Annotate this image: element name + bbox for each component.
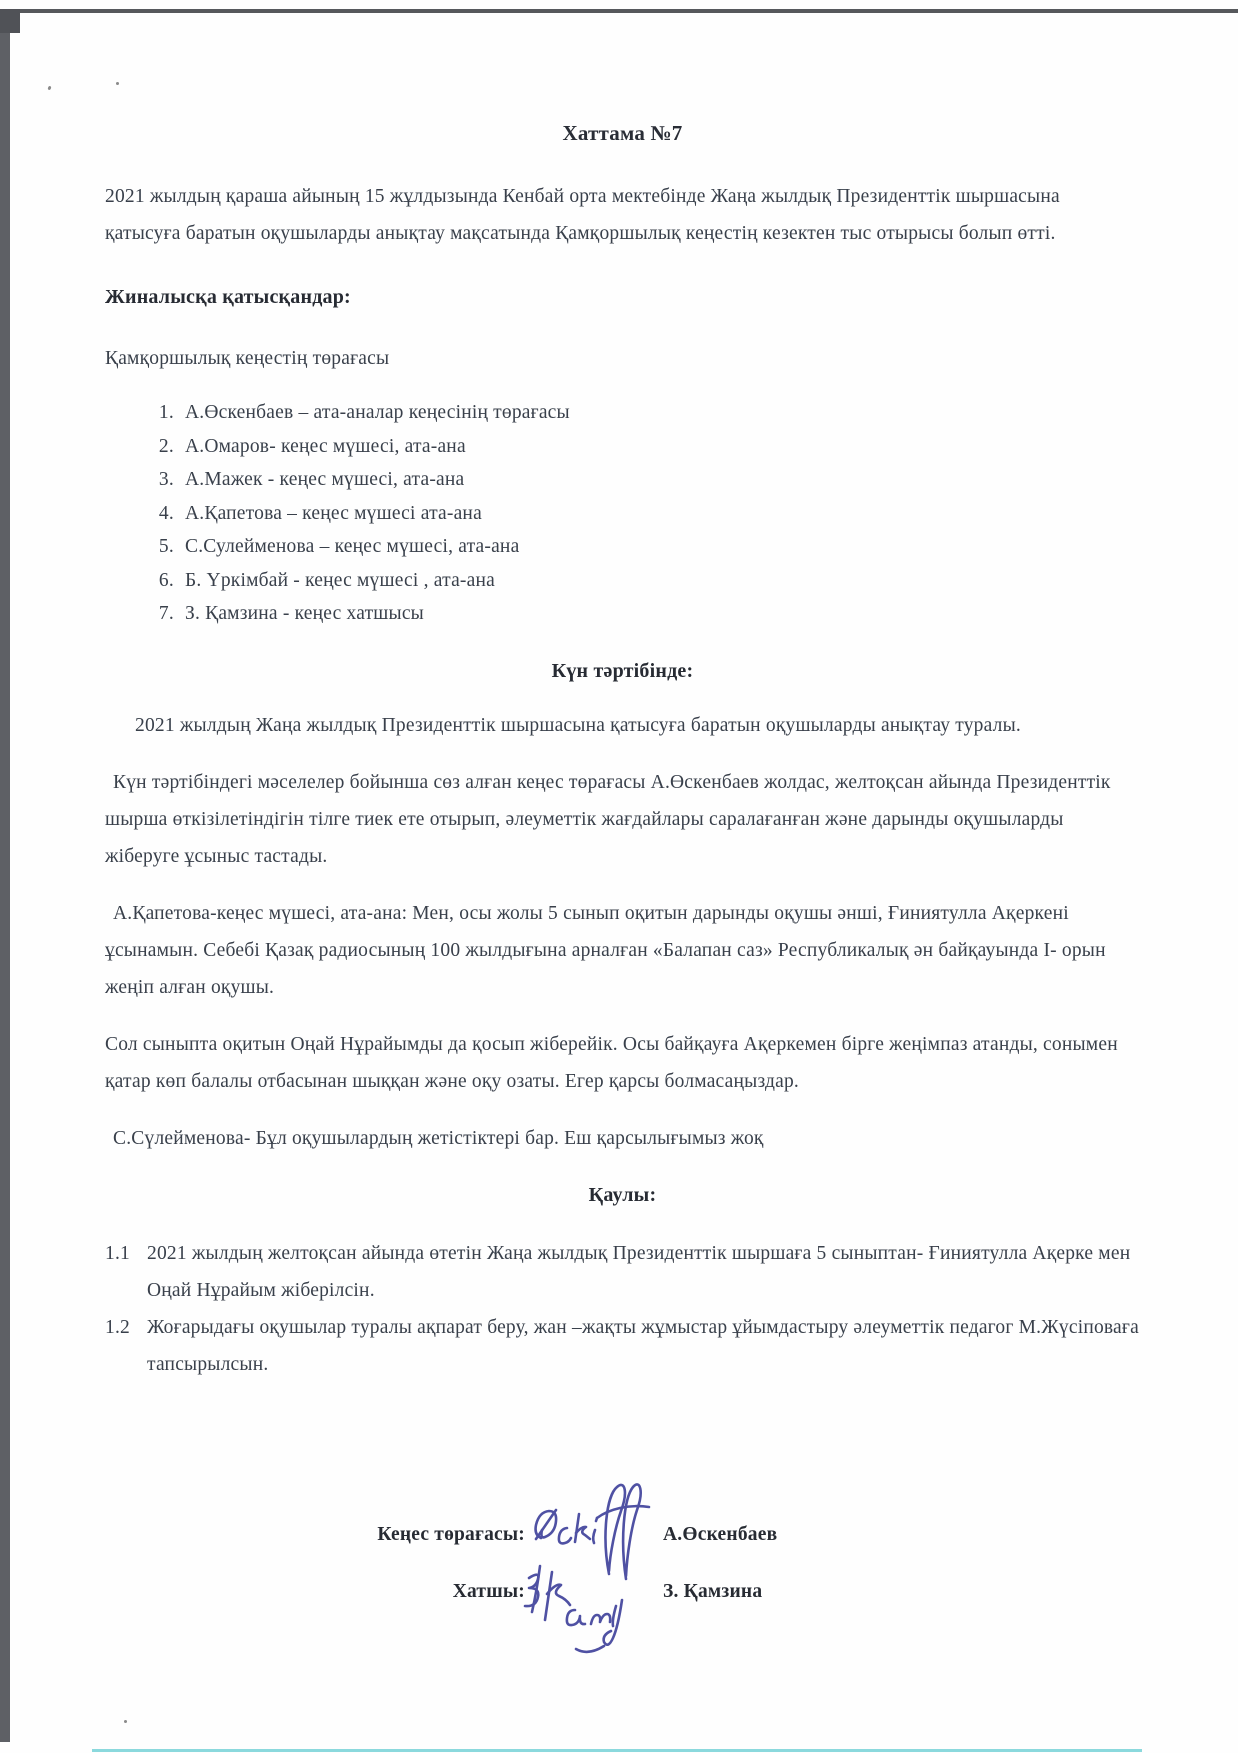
attendees-subheading: Қамқоршылық кеңестің төрағасы xyxy=(105,348,390,369)
decision-text: 2021 жылдың желтоқсан айында өтетін Жаңа жылдық Президенттік шыршаға 5 сыныптан- Ғиниятулла Ақерке мен Оңай Нұрайым жіберілсін. xyxy=(147,1242,1131,1301)
agenda-paragraph: 2021 жылдың Жаңа жылдық Президенттік шыршасына қатысуға баратын оқушыларды анықтау туралы. xyxy=(135,714,1021,736)
signature-label: Хатшы: xyxy=(452,1581,525,1602)
attendees-heading: Жиналысқа қатысқандар: xyxy=(105,286,351,308)
speech-paragraph-4: С.Сүлейменова- Бұл оқушылардың жетістіктері бар. Еш қарсылығымыз жоқ xyxy=(113,1127,764,1149)
scan-speck xyxy=(124,1720,127,1723)
scan-speck xyxy=(47,86,51,91)
attendee-item: 1. А.Өскенбаев – ата-аналар кеңесінің төрағасы xyxy=(179,396,1140,430)
page-title: Хаттама №7 xyxy=(562,121,683,145)
intro-paragraph: 2021 жылдың қараша айының 15 жұлдызында Кенбай орта мектебінде Жаңа жылдық Президенттік шыршасына қатысуға баратын оқушыларды анықтау мақсатында Қамқоршылық кеңестің кезектен тыс отырысы болып өтті. xyxy=(105,186,1060,244)
decision-item xyxy=(105,1309,1140,1383)
document-body xyxy=(105,118,1140,1383)
decision-number: 1.2 xyxy=(105,1316,130,1338)
scan-edge-corner xyxy=(0,9,20,33)
attendee-item: 2. А.Омаров- кеңес мүшесі, ата-ана xyxy=(179,430,1140,464)
attendee-item: 4. А.Қапетова – кеңес мүшесі ата-ана xyxy=(179,497,1140,531)
signature-name: З. Қамзина xyxy=(663,1581,763,1602)
scan-edge-top xyxy=(5,9,1238,13)
speech-paragraph-3: Сол сыныпта оқитын Оңай Нұрайымды да қосып жіберейік. Осы байқауға Ақеркемен бірге жеңімпаз атанды, сонымен қатар көп балалы отбасынан шыққан және оқу озаты. Егер қарсы болмасаңыздар. xyxy=(105,1033,1118,1092)
attendee-item: 5. С.Сулейменова – кеңес мүшесі, ата-ана xyxy=(179,530,1140,564)
signature-row-secretary xyxy=(105,1573,1140,1610)
signature-block xyxy=(105,1516,1140,1610)
signature-label: Кеңес төрағасы: xyxy=(377,1524,525,1545)
speech-paragraph-1: Күн тәртібіндегі мәселелер бойынша сөз алған кеңес төрағасы А.Өскенбаев жолдас, желтоқсан айында Президенттік шырша өткізілетіндігін тілге тиек ете отырып, әлеуметтік жағдайлары саралағанған және дарынды оқушыларды жіберуге ұсыныс тастады. xyxy=(105,771,1111,867)
speech-paragraph-2: А.Қапетова-кеңес мүшесі, ата-ана: Мен, осы жолы 5 сынып оқитын дарынды оқушы әнші, Ғиниятулла Ақеркені ұсынамын. Себебі Қазақ радиосының 100 жылдығына арналған «Балапан саз» Республикалық ән байқауында I- орын жеңіп алған оқушы. xyxy=(105,902,1106,998)
decision-list xyxy=(105,1235,1140,1383)
attendee-item: 7. З. Қамзина - кеңес хатшысы xyxy=(179,597,1140,631)
agenda-heading: Күн тәртібінде: xyxy=(551,659,694,682)
scan-edge-bottom xyxy=(92,1749,1142,1752)
attendees-list xyxy=(105,396,1140,631)
attendee-item: 6. Б. Үркімбай - кеңес мүшесі , ата-ана xyxy=(179,564,1140,598)
signature-name: А.Өскенбаев xyxy=(663,1524,778,1545)
signature-row-chairman xyxy=(105,1516,1140,1553)
decision-item xyxy=(105,1235,1140,1309)
scan-edge-left xyxy=(0,9,10,1742)
attendee-item: 3. А.Мажек - кеңес мүшесі, ата-ана xyxy=(179,463,1140,497)
decision-number: 1.1 xyxy=(105,1242,130,1264)
scan-speck xyxy=(116,82,119,85)
decision-heading: Қаулы: xyxy=(588,1183,657,1206)
decision-text: Жоғарыдағы оқушылар туралы ақпарат беру, жан –жақты жұмыстар ұйымдастыру әлеуметтік педагог М.Жүсіповаға тапсырылсын. xyxy=(147,1316,1139,1375)
